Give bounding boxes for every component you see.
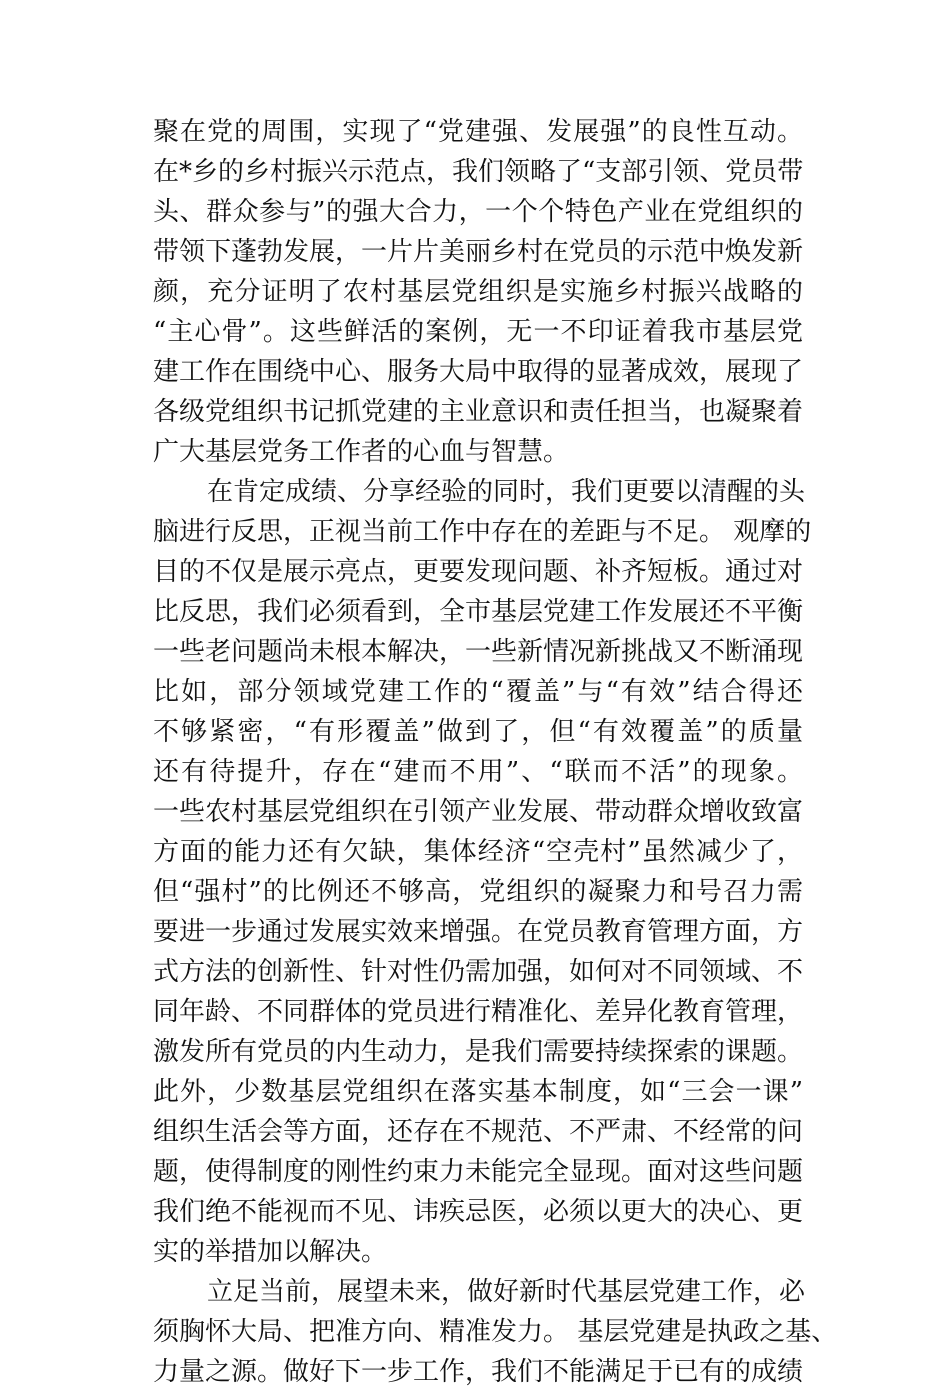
text-line: 激发所有党员的内生动力，是我们需要持续探索的课题。 [153, 1037, 804, 1067]
text-line: 式方法的创新性、针对性仍需加强，如何对不同领域、不 [153, 957, 804, 987]
text-line: 要进一步通过发展实效来增强。在党员教育管理方面，方 [153, 917, 804, 947]
document-body [153, 112, 838, 1392]
text-line: 方面的能力还有欠缺，集体经济“空壳村”虽然减少了， [153, 837, 803, 867]
text-line: 广大基层党务工作者的心血与智慧。 [153, 437, 570, 467]
text-line: 聚在党的周围，实现了“党建强、发展强”的良性互动。 [153, 117, 803, 147]
text-line: 实的举措加以解决。 [153, 1237, 388, 1267]
text-line: 在*乡的乡村振兴示范点，我们领略了“支部引领、党员带 [153, 157, 804, 187]
text-line: 我们绝不能视而不见、讳疾忌医，必须以更大的决心、更 [153, 1197, 804, 1227]
text-line: 在肯定成绩、分享经验的同时，我们更要以清醒的头 [207, 477, 806, 507]
text-line: 头、群众参与”的强大合力，一个个特色产业在党组织的 [153, 197, 803, 227]
text-line: 力量之源。做好下一步工作，我们不能满足于已有的成绩 [153, 1357, 804, 1387]
text-line: 比反思，我们必须看到，全市基层党建工作发展还不平衡 [153, 597, 804, 627]
text-line: 脑进行反思，正视当前工作中存在的差距与不足。 观摩的 [153, 517, 812, 547]
text-line: 题，使得制度的刚性约束力未能完全显现。面对这些问题 [153, 1157, 804, 1187]
text-line: 不够紧密，“有形覆盖”做到了，但“有效覆盖”的质量 [153, 717, 803, 747]
text-line: 组织生活会等方面，还存在不规范、不严肃、不经常的问 [153, 1117, 804, 1147]
text-line: 还有待提升，存在“建而不用”、“联而不活”的现象。 [153, 757, 803, 787]
text-line: 比如，部分领域党建工作的“覆盖”与“有效”结合得还 [153, 677, 803, 707]
text-line: 此外，少数基层党组织在落实基本制度，如“三会一课” [153, 1077, 803, 1107]
text-line: 各级党组织书记抓党建的主业意识和责任担当，也凝聚着 [153, 397, 804, 427]
text-line: 须胸怀大局、把准方向、精准发力。 基层党建是执政之基、 [153, 1317, 838, 1347]
text-line: 目的不仅是展示亮点，更要发现问题、补齐短板。通过对 [153, 557, 804, 587]
text-line: 但“强村”的比例还不够高，党组织的凝聚力和号召力需 [153, 877, 803, 907]
text-line: “主心骨”。这些鲜活的案例，无一不印证着我市基层党 [153, 317, 803, 347]
text-line: 同年龄、不同群体的党员进行精准化、差异化教育管理， [153, 997, 804, 1027]
text-line: 颜，充分证明了农村基层党组织是实施乡村振兴战略的 [153, 277, 803, 307]
text-line: 一些老问题尚未根本解决，一些新情况新挑战又不断涌现 [153, 637, 804, 667]
text-line: 一些农村基层党组织在引领产业发展、带动群众增收致富 [153, 797, 804, 827]
text-line: 立足当前，展望未来，做好新时代基层党建工作，必 [207, 1277, 806, 1307]
text-line: 建工作在围绕中心、服务大局中取得的显著成效，展现了 [153, 357, 804, 387]
text-line: 带领下蓬勃发展，一片片美丽乡村在党员的示范中焕发新 [153, 237, 804, 267]
